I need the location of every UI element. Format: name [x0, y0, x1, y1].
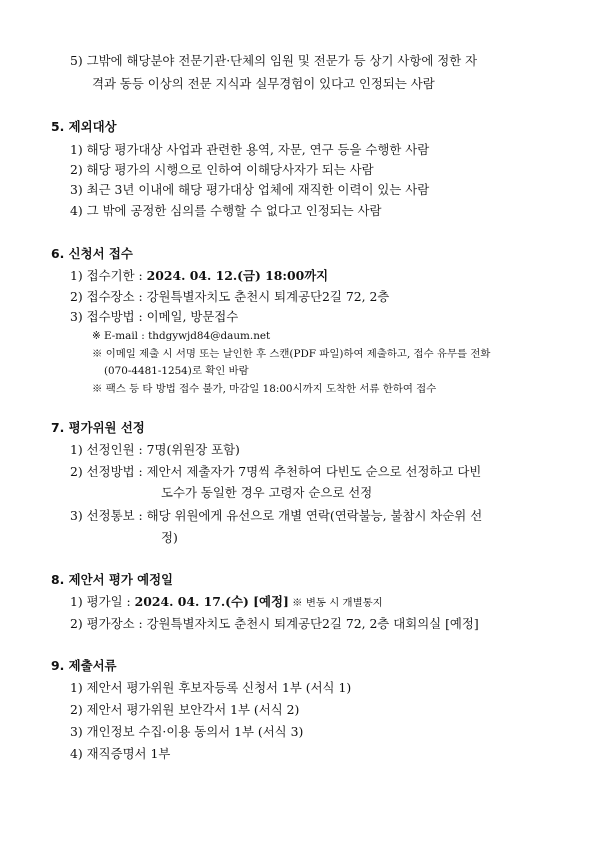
date-value: 2024. 04. 17.(수) [예정] — [134, 594, 289, 609]
date-label: 1) 평가일 : — [70, 594, 135, 609]
section-7-notice-line2: 정) — [161, 530, 178, 545]
prev-item-5-text-line1: 그밖에 해당분야 전문기관·단체의 임원 및 전문가 등 상기 사항에 정한 자 — [86, 53, 478, 68]
section-5-item-2: 2) 해당 평가의 시행으로 인하여 이해당사자가 되는 사람 — [70, 162, 374, 177]
section-5-item-4: 4) 그 밖에 공정한 심의를 수행할 수 없다고 인정되는 사람 — [70, 203, 382, 218]
section-7-method-line1 — [70, 464, 481, 480]
prev-item-5-text-line2: 격과 동등 이상의 전문 지식과 실무경험이 있다고 인정되는 사람 — [92, 76, 435, 91]
prev-item-5-number: 5) — [70, 53, 83, 68]
notice-text-line1: 해당 위원에게 유선으로 개별 연락(연락불능, 불참시 차순위 선 — [146, 508, 483, 523]
note-fax: ※ 팩스 등 타 방법 접수 불가, 마감일 18:00시까지 도착한 서류 한하여 접수 — [92, 383, 437, 395]
section-6-heading: 6. 신청서 접수 — [51, 246, 133, 261]
deadline-value: 2024. 04. 12.(금) 18:00까지 — [146, 268, 329, 283]
section-9-heading: 9. 제출서류 — [51, 658, 117, 673]
section-7-notice-line1 — [70, 508, 482, 524]
prev-item-5-line1 — [70, 53, 477, 69]
section-5-heading: 5. 제외대상 — [51, 119, 117, 134]
section-8-date — [70, 594, 383, 611]
section-7-heading: 7. 평가위원 선정 — [51, 420, 145, 435]
notice-label: 3) 선정통보 : — [70, 508, 147, 523]
deadline-label: 1) 접수기한 : — [70, 268, 147, 283]
date-note: ※ 변동 시 개별통지 — [288, 597, 383, 609]
note-confirm-line2: (070-4481-1254)로 확인 바람 — [104, 365, 249, 377]
section-9-item-2: 2) 제안서 평가위원 보안각서 1부 (서식 2) — [70, 702, 300, 717]
note-email: ※ E-mail : thdgywjd84@daum.net — [92, 330, 271, 342]
section-9-item-3: 3) 개인정보 수집·이용 동의서 1부 (서식 3) — [70, 724, 304, 739]
section-5-item-3: 3) 최근 3년 이내에 해당 평가대상 업체에 재직한 이력이 있는 사람 — [70, 182, 430, 197]
section-9-item-1: 1) 제안서 평가위원 후보자등록 신청서 1부 (서식 1) — [70, 680, 352, 695]
section-6-method: 3) 접수방법 : 이메일, 방문접수 — [70, 309, 239, 324]
section-7-count: 1) 선정인원 : 7명(위원장 포함) — [70, 442, 240, 457]
method-text-line1: 제안서 제출자가 7명씩 추천하여 다빈도 순으로 선정하고 다빈 — [146, 464, 482, 479]
section-9-item-4: 4) 재직증명서 1부 — [70, 746, 171, 761]
section-6-deadline — [70, 268, 328, 284]
section-6-place: 2) 접수장소 : 강원특별자치도 춘천시 퇴계공단2길 72, 2층 — [70, 289, 390, 304]
section-8-heading: 8. 제안서 평가 예정일 — [51, 572, 174, 587]
method-label: 2) 선정방법 : — [70, 464, 147, 479]
section-5-item-1: 1) 해당 평가대상 사업과 관련한 용역, 자문, 연구 등을 수행한 사람 — [70, 142, 430, 157]
note-confirm-line1: ※ 이메일 제출 시 서명 또는 날인한 후 스캔(PDF 파일)하여 제출하고, 접수 유무를 전화 — [92, 348, 491, 360]
section-8-place: 2) 평가장소 : 강원특별자치도 춘천시 퇴계공단2길 72, 2층 대회의실 [예정] — [70, 616, 479, 631]
section-7-method-line2: 도수가 동일한 경우 고령자 순으로 선정 — [161, 485, 373, 500]
